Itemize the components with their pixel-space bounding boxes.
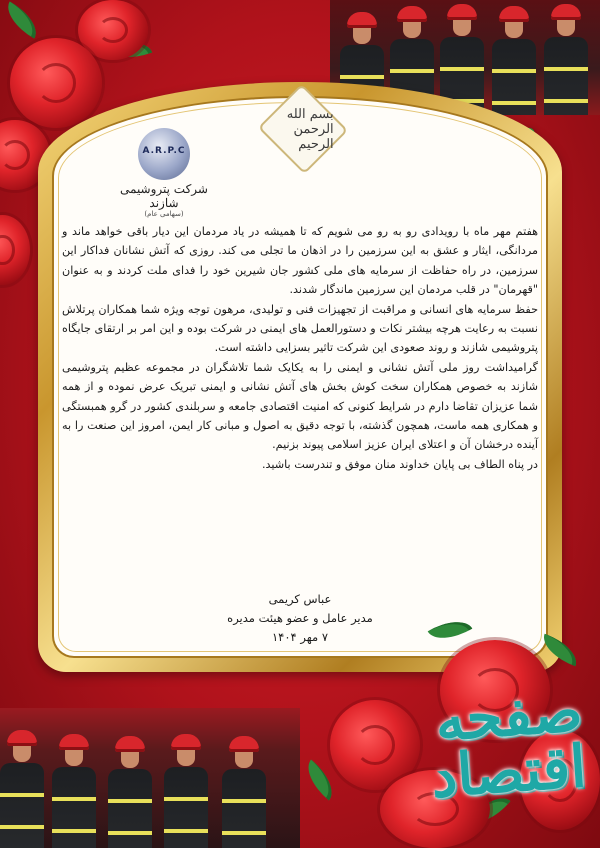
signer-title: مدیر عامل و عضو هیئت مدیره bbox=[227, 611, 373, 625]
rose-decoration bbox=[10, 38, 102, 128]
firefighter-figure bbox=[544, 4, 588, 115]
letter-date: ۷ مهر ۱۴۰۴ bbox=[271, 630, 329, 644]
company-logo bbox=[118, 128, 210, 218]
letter-paragraph: در پناه الطاف بی پایان خداوند منان موفق و تندرست باشید. bbox=[261, 457, 538, 471]
letter-paragraph: گرامیداشت روز ملی آتش نشانی و ایمنی را به یکایک شما تلاشگران در مجموعه عظیم پتروشیمی شازند به خصوص همکاران سخت کوش بخش های آتش نشانی و ایمنی تبریک عرض نموده و از همه شما عزیزان تقاضا دارم در شرایط کنونی که امنیت اقتصادی جامعه و سربلندی کشور در گرو همبستگی و همکاری همه ماست، همچون گذشته، با توجه دقیق به اصول و مبانی کار ایمن، امروز این صنعت را به آینده درخشان آن و اعتلای ایران عزیز اسلامی پیوند بزنیم. bbox=[62, 360, 538, 452]
firefighter-figure bbox=[222, 736, 266, 848]
firefighter-figure bbox=[492, 6, 536, 115]
signer-name: عباس کریمی bbox=[268, 592, 332, 606]
logo-abbreviation: A.R.P.C bbox=[142, 146, 186, 156]
letter-paragraph: هفتم مهر ماه با رویدادی رو به رو می شویم که تا همیشه در یاد مردمان این دیار باقی خواهد ماند و مردانگی، ایثار و عشق به این سرزمین را در اذهان ما تجلی می کند. روزی که آتش نشانان فداکار این سرزمین، در راه حفاظت از سرمایه های ملی کشور جان شیرین خود را فدای ملت کردند و به عنوان "قهرمان" در قلب مردمان این سرزمین ماندگار شدند. bbox=[62, 225, 538, 297]
letter-body bbox=[62, 222, 538, 474]
letter-paragraph: حفظ سرمایه های انسانی و مراقبت از تجهیزات فنی و تولیدی، مرهون توجه ویژه شما همکاران پرتلاش نسبت به رعایت هرچه بیشتر نکات و دستورالعمل های ایمنی در شرکت بوده و این امر بر ارتقای جایگاه پتروشیمی شازند و روند صعودی این شرکت تاثیر بسزایی داشته است. bbox=[62, 302, 538, 355]
firefighter-figure bbox=[108, 736, 152, 848]
signature-block bbox=[150, 590, 450, 647]
calligraphy-text: بسم الله الرحمن الرحیم bbox=[287, 106, 334, 152]
globe-icon bbox=[138, 128, 190, 180]
firefighter-figure bbox=[0, 730, 44, 848]
watermark-line1: صفحه bbox=[433, 676, 585, 755]
company-name: شرکت پتروشیمی شازند bbox=[120, 182, 208, 210]
firefighter-figure bbox=[164, 734, 208, 848]
company-subtitle: (سهامی عام) bbox=[144, 210, 184, 218]
watermark-logo bbox=[351, 676, 590, 828]
watermark-line2: اقتصاد bbox=[428, 732, 589, 811]
firefighters-photo-bottom bbox=[0, 708, 300, 848]
firefighter-figure bbox=[52, 734, 96, 848]
